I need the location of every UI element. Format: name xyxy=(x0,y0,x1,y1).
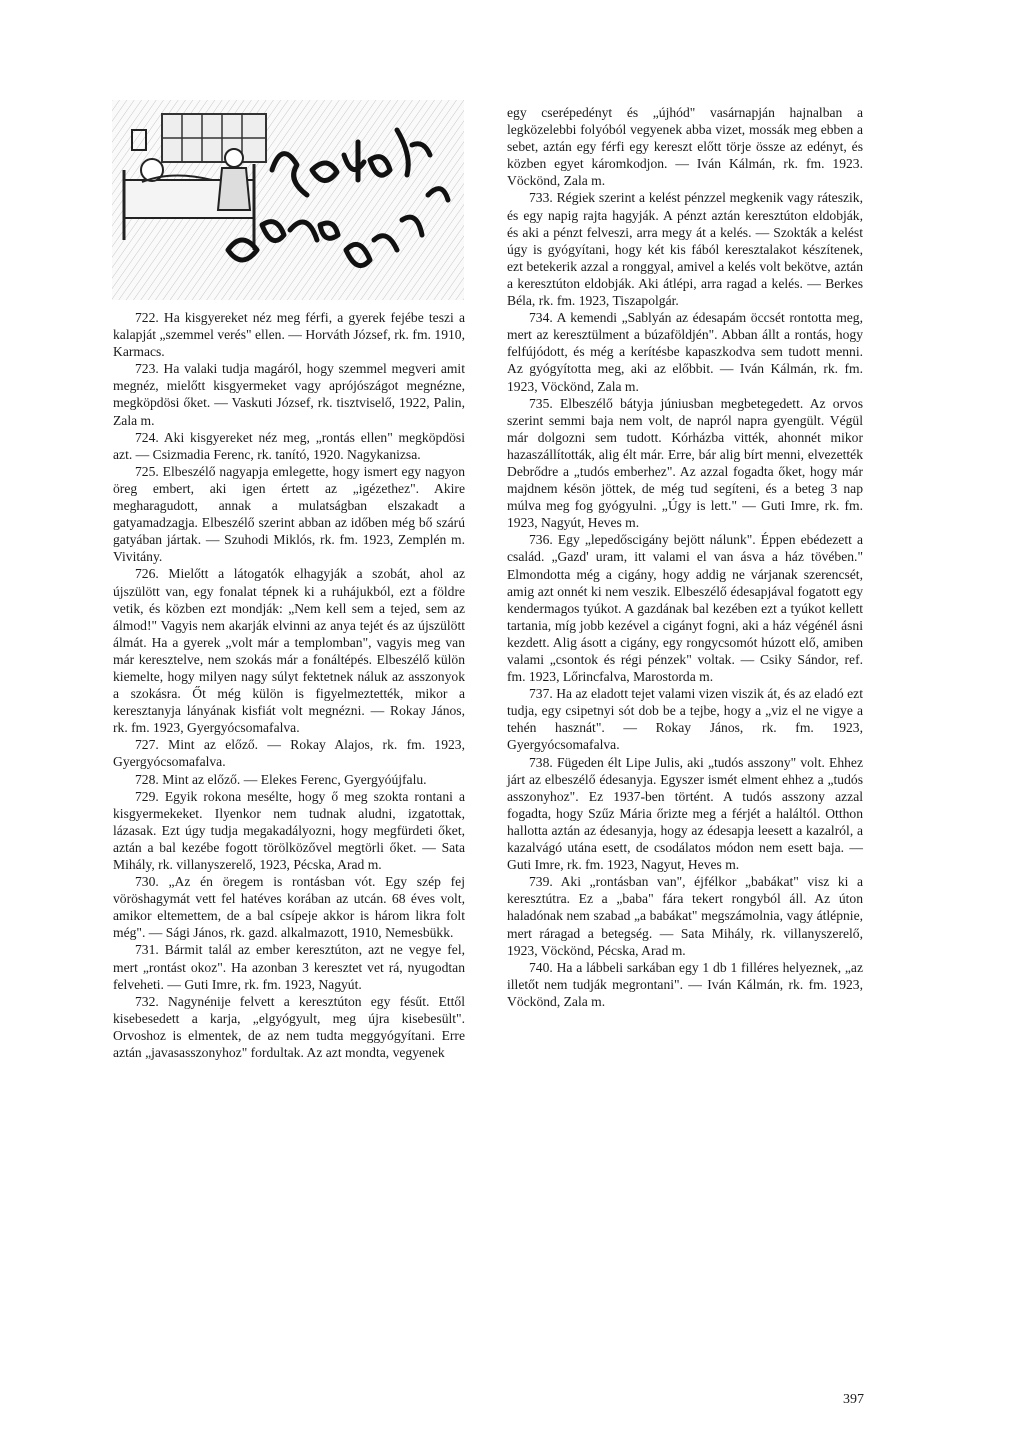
entry-730: 730. „Az én öregem is rontásban vót. Egy szép fej vöröshagymát vett fel hatéves korában az utcán. 68 éves volt, amikor eltemettem, de a bal csípeje akkor is három likra folt még". — Sági János, rk. gazd. alkalmazott, 1910, Nemesbükk. xyxy=(113,874,465,941)
entry-736: 736. Egy „lepedőscigány bejött nálunk". Éppen ebédezett a család. „Gazd' uram, itt valami el van ásva a ház tövében." Elmondotta még a cigány, hogy addig ne várjanak szerencsét, amig azt onnét ki nem veszik. Elbeszélő édesapjával fogatott egy kendermagos tyúkot. A gazdának bal kezében ezt a tyúkot kellett tartania, míg jobb kezével a cigányt fogni, aki a ház végénél ásni kezdett. Alig ásott a cigány, egy rongycsomót húzott elő, amiben valami „csontok és régi pénzek" voltak. — Csiky Sándor, ref. fm. 1923, Lőrincfalva, Marostorda m. xyxy=(507,532,863,685)
entry-723: 723. Ha valaki tudja magáról, hogy szemmel megveri amit megnéz, mielőtt kisgyermeket vagy aprójószágot megnézne, megköpdösi őket. — Vaskuti József, rk. tisztviselő, 1922, Palin, Zala m. xyxy=(113,361,465,428)
entry-732: 732. Nagynénije felvett a keresztúton egy fésűt. Ettől kisebesedett a karja, „elgyógyult, meg újra kisebesült". Orvoshoz is elmentek, de az nem tudta meggyógyítani. Erre aztán „javasasszonyhoz" fordultak. Az azt mondta, vegyenek xyxy=(113,993,465,1061)
right-column xyxy=(507,104,863,1010)
entry-732-continued: egy cserépedényt és „újhód" vasárnapján hajnalban a legközelebbi folyóból vegyenek abba vizet, mossák meg ebben a sebet, aztán egy férfi egy kereszt előtt törje össze az edényt, és közben egyet káromkodjon. — Iván Kálmán, rk. fm. 1923. Vöckönd, Zala m. xyxy=(507,105,863,189)
entry-733: 733. Régiek szerint a kelést pénzzel megkenik vagy ráteszik, és egy napig rajta hagyják. A pénzt aztán keresztúton eldobják, és aki a pénzt felveszi, arra megy át a kelés. — Szokták a kelést úgy is gyógyítani, hogy két kis fából keresztalakot készítenek, ezt betekerik azzal a ronggyal, amivel a kelés volt bekötve, aztán a keresztúton eldobják. Aki átlépi, arra ragad a kelés. — Berkes Béla, rk. fm. 1923, Tiszapolgár. xyxy=(507,190,863,309)
entry-724: 724. Aki kisgyereket néz meg, „rontás ellen" megköpdösi azt. — Csizmadia Ferenc, rk. tanító, 1920. Nagykanizsa. xyxy=(113,429,465,462)
folk-illustration xyxy=(112,100,464,300)
entry-728: 728. Mint az előző. — Elekes Ferenc, Gyergyóújfalu. xyxy=(135,771,427,787)
entry-737: 737. Ha az eladott tejet valami vizen viszik át, és az eladó ezt tudja, egy csipetnyi sót dob be a tejbe, hogy a „viz el ne vigye a tehén hasznát". — Rokay János, rk. fm. 1923, Gyergyócsomafalva. xyxy=(507,686,863,753)
page-number: 397 xyxy=(843,1392,864,1407)
entry-739: 739. Aki „rontásban van", éjfélkor „babákat" visz ki a keresztútra. Ez a „baba" fára tekert rongyból áll. Az úton haladónak nem szabad „a babákat" megszámolnia, vagy átlépnie, mert ráragad a betegség. — Sata Mihály, rk. villanyszerelő, 1923, Vöckönd, Pécska, Arad m. xyxy=(507,874,863,958)
left-column xyxy=(113,309,465,1061)
entry-725: 725. Elbeszélő nagyapja emlegette, hogy ismert egy nagyon öreg embert, aki igen értett az „igézethez". Akire megharagudott, annak a mulatságban elszakadt a gatyamadzagja. Elbeszélő szerint abban az időben még bő szárú gatyában jártak. — Szuhodi Miklós, rk. fm. 1923, Zemplén m. Vivitány. xyxy=(113,463,465,565)
entry-727: 727. Mint az előző. — Rokay Alajos, rk. fm. 1923, Gyergyócsomafalva. xyxy=(113,737,465,770)
illustration-drawing xyxy=(112,100,464,300)
entry-740: 740. Ha a lábbeli sarkában egy 1 db 1 filléres helyeznek, „az illetőt nem tudják megrontani". — Iván Kálmán, rk. fm. 1923, Vöckönd, Zala m. xyxy=(507,959,863,1009)
entry-735: 735. Elbeszélő bátyja júniusban megbetegedett. Az orvos szerint semmi baja nem volt, de napról napra gyengült. Végül már dolgozni sem tudott. Kórházba vitték, ahonnét mikor hazaszállították, alig élt már. Erre, bár alig bírt menni, elvezették Debrődre a „tudós emberhez". Az azzal fogadta őket, hogy már majdnem késön jöttek, de még tud segíteni, és a beteg 3 nap múlva meg fog gyógyulni. „Úgy is lett." — Guti Imre, rk. fm. 1923, Nagyút, Heves m. xyxy=(507,395,863,531)
entry-738: 738. Fügeden élt Lipe Julis, aki „tudós asszony" volt. Ehhez járt az elbeszélő édesanyja. Egyszer ismét elment ehhez a „tudós asszonyhoz". Ez 1937-ben történt. A tudós asszony azzal fogadta, hogy Szűz Mária őrizte meg a férjét a haláltól. Otthon hallotta aztán az édesanyja, hogy az édesapja leesett a kazalról, a kazalvágó utána esett, de csodálatos módon nem esett baja. — Guti Imre, rk. fm. 1923, Nagyut, Heves m. xyxy=(507,754,863,873)
entry-726: 726. Mielőtt a látogatók elhagyják a szobát, ahol az újszülött van, egy fonalat tépnek ki a ruhájukból, ezt a földre vetik, és közben ezt mondják: „Nem kell sem a tejed, sem az álmod!" Vagyis nem akarják elvinni az anya tejét és az újszülött álmát. Ha a gyerek „volt már a templomban", vagyis meg van már keresztelve, nem szokás már a fonáltépés. Elbeszélő külön kiemelte, hogy milyen nagy súlyt fektetnek náluk az asszonyok a szokásra. Őt még külön is figyelmeztették, mikor a keresztanyja lányának kisfiát volt megnézni. — Rokay János, rk. fm. 1923, Gyergyócsomafalva. xyxy=(113,566,465,736)
entry-731: 731. Bármit talál az ember keresztúton, azt ne vegye fel, mert „rontást okoz". Ha azonban 3 keresztet vet rá, nyugodtan felveheti. — Guti Imre, rk. fm. 1923, Nagyút. xyxy=(113,942,465,992)
entry-722: 722. Ha kisgyereket néz meg férfi, a gyerek fejébe teszi a kalapját „szemmel verés" ellen. — Horváth József, rk. fm. 1910, Karmacs. xyxy=(113,310,465,360)
entry-729: 729. Egyik rokona mesélte, hogy ő meg szokta rontani a kisgyermekeket. Ilyenkor nem tudnak aludni, izgatottak, lázasak. Ezt úgy tudja megakadályozni, hogy megfürdeti őket, aztán a bal kezébe fogott törölközővel megtörli őket. — Sata Mihály, rk. villanyszerelő, 1923, Pécska, Arad m. xyxy=(113,788,465,872)
entry-734: 734. A kemendi „Sablyán az édesapám öccsét rontotta meg, mert az keresztülment a búzaföldjén". Abban állt a rontás, hogy felfújódott, és még a kerítésbe kapaszkodva sem tudott menni. Az gyógyította meg, aki az előbbit. — Iván Kálmán, rk. fm. 1923, Vöckönd, Zala m. xyxy=(507,310,863,394)
